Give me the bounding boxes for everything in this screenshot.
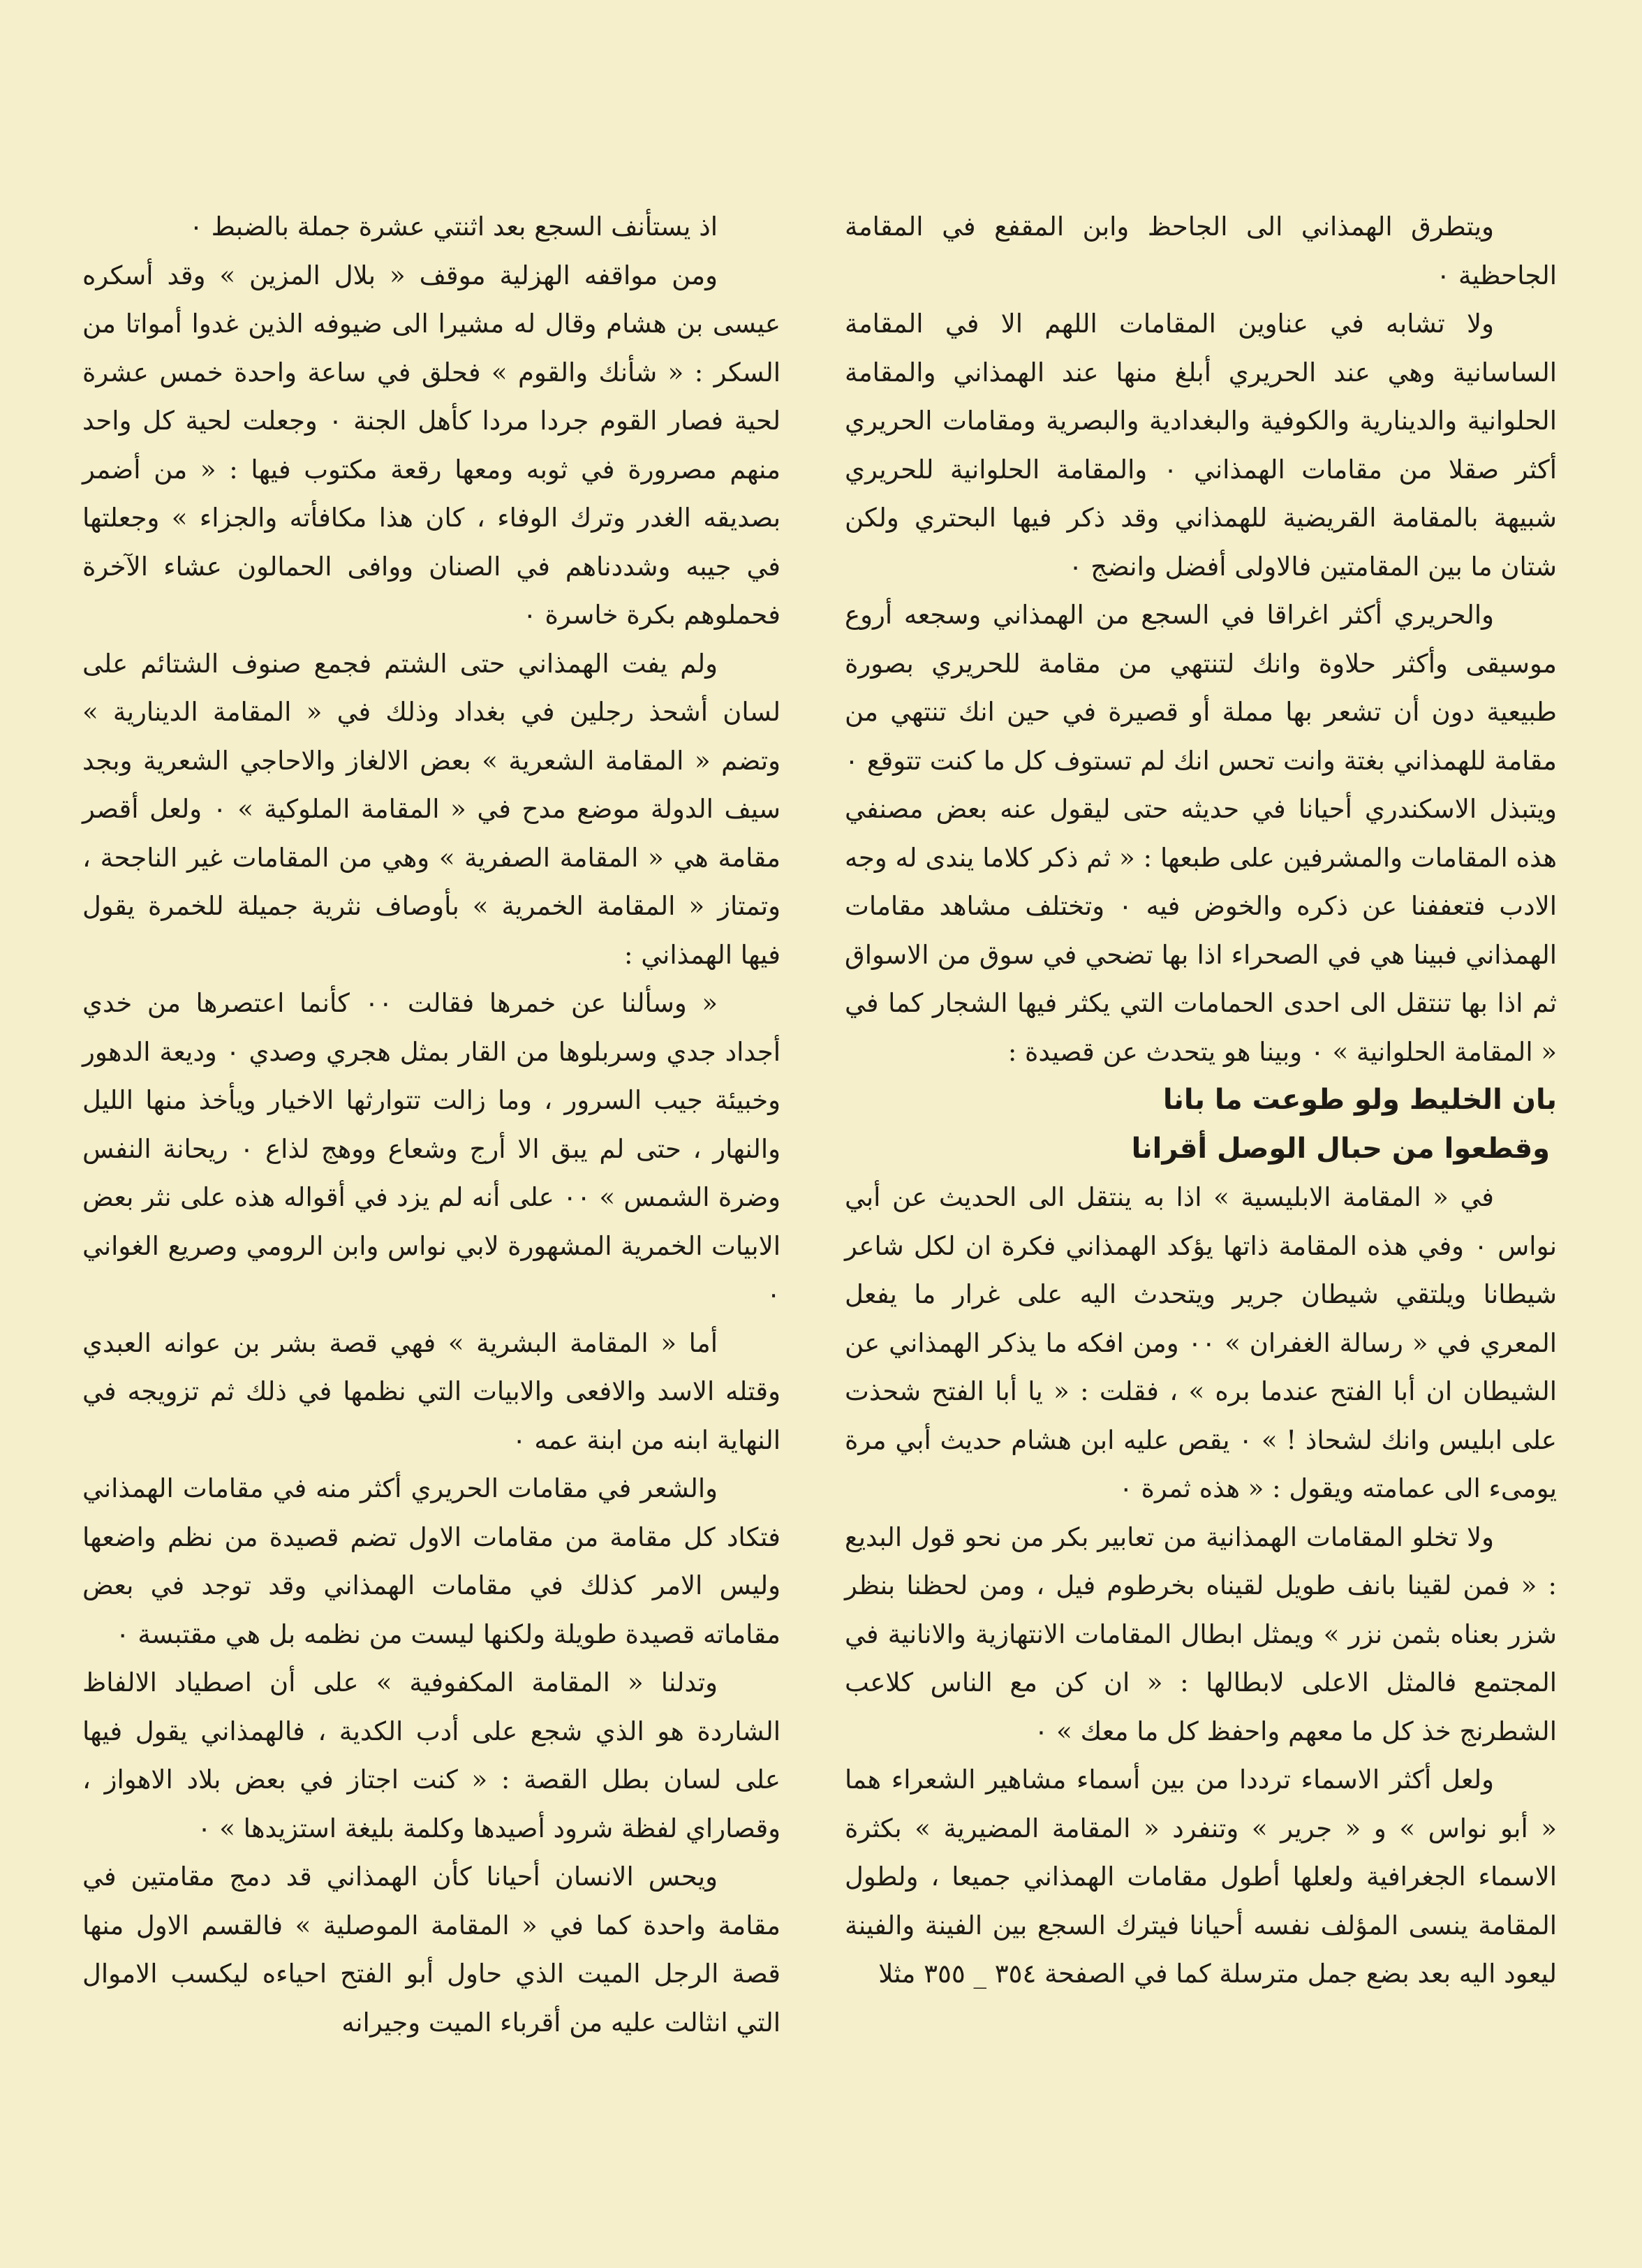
paragraph: ويتطرق الهمذاني الى الجاحظ وابن المقفع في المقامة الجاحظية ٠	[845, 212, 1557, 290]
paragraph: ولم يفت الهمذاني حتى الشتم فجمع صنوف الشتائم على لسان أشحذ رجلين في بغداد وذلك في « المقامة الدينارية » وتضم « المقامة الشعرية » بعض الالغاز والاحاجي الشعرية وبجد سيف الدولة موضع مدح في « المقامة الملوكية » ٠ ولعل أقصر مقامة هي « المقامة الصفرية » وهي من المقامات غير الناجحة ، وتمتاز « المقامة الخمرية » بأوصاف نثرية جميلة للخمرة يقول فيها الهمذاني :	[82, 648, 781, 970]
paragraph: ولا تخلو المقامات الهمذانية من تعابير بكر من نحو قول البديع : « فمن لقينا بانف طويل لقيناه بخرطوم فيل ، ومن لحظنا بنظر شزر بعناه بثمن نزر » ويمثل ابطال المقامات الانتهازية والانانية في المجتمع فالمثل الاعلى لابطالها : « ان كن مع الناس كلاعب الشطرنج خذ كل ما معهم واحفظ كل ما معك » ٠	[845, 1522, 1557, 1746]
verse-line-2: وقطعوا من حبال الوصل أقرانا	[1131, 1132, 1550, 1165]
paragraph: في « المقامة الابليسية » اذا به ينتقل الى الحديث عن أبي نواس ٠ وفي هذه المقامة ذاتها يؤكد الهمذاني فكرة ان لكل شاعر شيطانا ويلتقي شيطان جرير ويتحدث اليه على غرار ما يفعل المعري في « رسالة الغفران » ٠٠ ومن افكه ما يذكر الهمذاني عن الشيطان ان أبا الفتح عندما بره » ، فقلت : « يا أبا الفتح شحذت على ابليس وانك لشحاذ ! » ٠ يقص عليه ابن هشام حديث أبي مرة يومىء الى عمامته ويقول : « هذه ثمرة ٠	[845, 1182, 1558, 1503]
paragraph: أما « المقامة البشرية » فهي قصة بشر بن عوانه العبدي وقتله الاسد والافعى والابيات التي نظمها في ذلك ثم تزويجه في النهاية ابنه من ابنة عمه ٠	[82, 1327, 781, 1455]
left-column	[82, 202, 781, 2047]
paragraph: اذ يستأنف السجع بعد اثنتي عشرة جملة بالضبط ٠	[189, 212, 718, 242]
paragraph: « وسألنا عن خمرها فقالت ٠٠ كأنما اعتصرها من خدي أجداد جدي وسربلوها من القار بمثل هجري وصدي ٠ وديعة الدهور وخبيئة جيب السرور ، وما زالت تتوارثها الاخيار ويأخذ منها الليل والنهار ، حتى لم يبق الا أرج وشعاع ووهج لذاع ٠ ريحانة النفس وضرة الشمس » ٠٠ على أنه لم يزد في أقواله هذه على نثر بعض الابيات الخمرية المشهورة لابي نواس وابن الرومي وصريع الغواني ٠	[82, 988, 781, 1309]
right-column	[845, 202, 1557, 1998]
verse-line-1: بان الخليط ولو طوعت ما بانا	[1162, 1084, 1557, 1116]
paragraph: ولا تشابه في عناوين المقامات اللهم الا في المقامة الساسانية وهي عند الحريري أبلغ منها عند الهمذاني والمقامة الحلوانية والدينارية والكوفية والبغدادية والبصرية ومقامات الحريري أكثر صقلا من مقامات الهمذاني ٠ والمقامة الحلوانية للحريري شبيهة بالمقامة القريضية للهمذاني وقد ذكر فيها البحتري ولكن شتان ما بين المقامتين فالاولى أفضل وانضج ٠	[845, 309, 1558, 582]
paragraph: وتدلنا « المقامة المكفوفية » على أن اصطياد الالفاظ الشاردة هو الذي شجع على أدب الكدية ، فالهمذاني يقول فيها على لسان بطل القصة : « كنت اجتاز في بعض بلاد الاهواز ، وقصاراي لفظة شرود أصيدها وكلمة بليغة استزيدها » ٠	[82, 1667, 781, 1843]
paragraph: والحريري أكثر اغراقا في السجع من الهمذاني وسجعه أروع موسيقى وأكثر حلاوة وانك لتنتهي من مقامة للحريري بصورة طبيعية دون أن تشعر بها مملة أو قصيرة في حين انك تنتهي من مقامة للهمذاني بغتة وانت تحس انك لم تستوف كل ما كنت تتوقع ٠ ويتبذل الاسكندري أحيانا في حديثه حتى ليقول عنه بعض مصنفي هذه المقامات والمشرفين على طبعها : « ثم ذكر كلاما يندى له وجه الادب فتعففنا عن ذكره والخوض فيه ٠ وتختلف مشاهد مقامات الهمذاني فبينا هي في الصحراء اذا بها تضحي في سوق من الاسواق ثم اذا بها تنتقل الى احدى الحمامات التي يكثر فيها الشجار كما في « المقامة الحلوانية » ٠ وبينا هو يتحدث عن قصيدة :	[845, 600, 1557, 1067]
paragraph: ومن مواقفه الهزلية موقف « بلال المزين » وقد أسكره عيسى بن هشام وقال له مشيرا الى ضيوفه الذين غدوا أمواتا من السكر : « شأنك والقوم » فحلق في ساعة واحدة خمس عشرة لحية فصار القوم جردا مردا كأهل الجنة ٠ وجعلت لحية كل واحد منهم مصرورة في ثوبه ومعها رقعة مكتوب فيها : « من أضمر بصديقه الغدر وترك الوفاء ، كان هذا مكافأته والجزاء » وجعلتها في جيبه وشددناهم في الصنان ووافى الحمالون عشاء الآخرة فحملوهم بكرة خاسرة ٠	[82, 260, 781, 630]
paragraph: ولعل أكثر الاسماء ترددا من بين أسماء مشاهير الشعراء هما « أبو نواس » و « جرير » وتنفرد « المقامة المضيرية » بكثرة الاسماء الجغرافية ولعلها أطول مقامات الهمذاني جميعا ، ولطول المقامة ينسى المؤلف نفسه أحيانا فيترك السجع بين الفينة والفينة ليعود اليه بعد بضع جمل مترسلة كما في الصفحة ٣٥٤ _ ٣٥٥ مثلا	[845, 1765, 1557, 1989]
paragraph: ويحس الانسان أحيانا كأن الهمذاني قد دمج مقامتين في مقامة واحدة كما في « المقامة الموصلية » فالقسم الاول منها قصة الرجل الميت الذي حاول أبو الفتح احياءه ليكسب الاموال التي انثالت عليه من أقرباء الميت وجيرانه	[82, 1862, 781, 2038]
paragraph: والشعر في مقامات الحريري أكثر منه في مقامات الهمذاني فتكاد كل مقامة من مقامات الاول تضم قصيدة من نظم واضعها وليس الامر كذلك في مقامات الهمذاني وقد توجد في بعض مقاماته قصيدة طويلة ولكنها ليست من نظمه بل هي مقتبسة ٠	[82, 1473, 781, 1649]
